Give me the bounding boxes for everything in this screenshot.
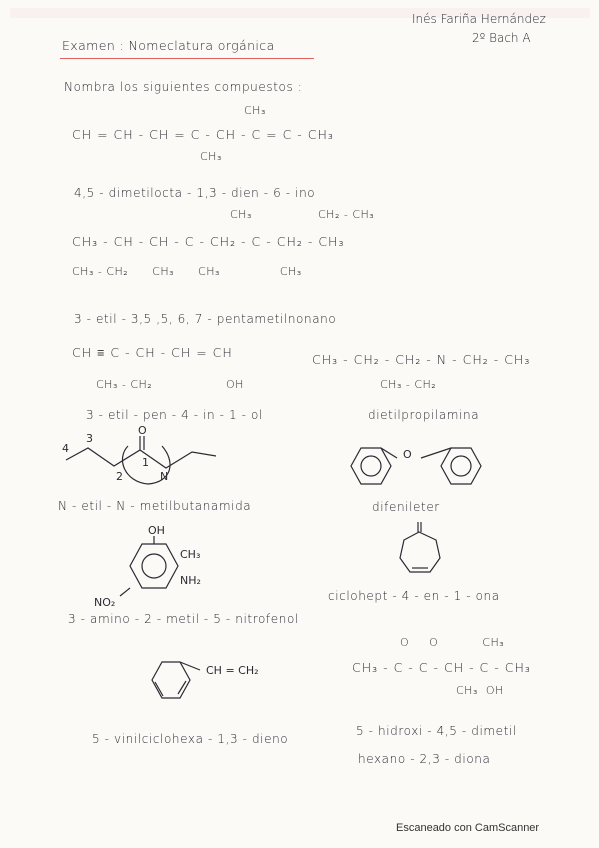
c5-label-3: 3	[86, 432, 93, 445]
c10-bottom: CH₃ OH	[456, 684, 504, 697]
c6-label-o: O	[403, 448, 412, 461]
c9-answer: 5 - vinilciclohexa - 1,3 - dieno	[92, 732, 289, 746]
c1-bottom-substituent: CH₃	[200, 150, 222, 163]
c2-top-a: CH₃	[230, 208, 252, 221]
c2-answer: 3 - etil - 3,5 ,5, 6, 7 - pentametilnonano	[74, 312, 337, 326]
c9-double-bond-2	[178, 681, 186, 694]
c6-ring-2-aromatic	[451, 456, 471, 476]
c9-ring	[152, 662, 190, 698]
c3-bottom-b: OH	[226, 378, 244, 391]
c8-answer: ciclohept - 4 - en - 1 - ona	[328, 589, 500, 603]
c5-amide-structure	[58, 424, 228, 498]
course-label: 2º Bach A	[472, 31, 531, 45]
c7-label-no2: NO₂	[94, 596, 116, 609]
c3-bottom-a: CH₃ - CH₂	[96, 378, 153, 391]
title-underline	[60, 58, 314, 59]
c9-label-vinyl: CH = CH₂	[206, 664, 259, 677]
c7-ring	[130, 544, 178, 588]
c9-vinylcyclohexadiene-structure	[140, 654, 290, 714]
c7-ring-aromatic	[142, 554, 166, 578]
c10-top: O O CH₃	[400, 636, 505, 649]
c9-vinyl-bond	[180, 662, 200, 670]
c5-label-n: N	[160, 470, 169, 483]
student-name: Inés Fariña Hernández	[412, 12, 546, 26]
c4-formula: CH₃ - CH₂ - CH₂ - N - CH₂ - CH₃	[312, 352, 531, 367]
c3-formula: CH ≡ C - CH - CH = CH	[72, 345, 233, 360]
c5-chain	[66, 448, 216, 468]
c5-label-2: 2	[116, 470, 123, 483]
c5-label-4: 4	[62, 442, 69, 455]
c6-ring-1-aromatic	[361, 456, 381, 476]
c4-answer: dietilpropilamina	[368, 408, 480, 422]
c2-top-b: CH₂ - CH₃	[318, 208, 375, 221]
c10-formula: CH₃ - C - C - CH - C - CH₃	[352, 660, 531, 675]
c2-formula: CH₃ - CH - CH - C - CH₂ - C - CH₂ - CH₃	[72, 234, 345, 249]
c5-label-o: O	[138, 424, 147, 437]
c7-no2-bond	[120, 588, 130, 596]
c1-formula: CH = CH - CH = C - CH - C = C - CH₃	[72, 127, 334, 142]
c6-answer: difenileter	[372, 500, 440, 514]
c3-answer: 3 - etil - pen - 4 - in - 1 - ol	[86, 408, 263, 422]
c10-answer-line2: hexano - 2,3 - diona	[358, 752, 491, 766]
c7-label-oh: OH	[148, 524, 165, 537]
scanner-footer: Escaneado con CamScanner	[396, 822, 540, 834]
c5-label-1: 1	[142, 456, 149, 469]
c4-bottom: CH₃ - CH₂	[380, 378, 437, 391]
c5-answer: N - etil - N - metilbutanamida	[58, 499, 252, 513]
c7-label-ch3: CH₃	[180, 548, 201, 561]
c6-diphenylether-structure	[335, 436, 495, 496]
c8-cycloheptenone-structure	[388, 518, 448, 580]
c9-double-bond-1	[155, 682, 163, 696]
c6-ring-2	[441, 448, 481, 484]
c7-answer: 3 - amino - 2 - metil - 5 - nitrofenol	[68, 612, 299, 626]
c1-answer: 4,5 - dimetilocta - 1,3 - dien - 6 - ino	[74, 186, 316, 200]
exam-title: Examen : Nomeclatura orgánica	[62, 38, 275, 53]
c7-phenol-structure	[90, 522, 230, 614]
c8-ring	[400, 532, 440, 572]
c6-ether-bonds	[381, 448, 451, 458]
c2-bottom: CH₃ - CH₂ CH₃ CH₃ CH₃	[72, 265, 302, 278]
instructions: Nombra los siguientes compuestos :	[64, 80, 303, 94]
c7-label-nh2: NH₂	[180, 574, 201, 587]
c10-answer-line1: 5 - hidroxi - 4,5 - dimetil	[356, 724, 517, 738]
c1-top-substituent: CH₃	[244, 104, 266, 117]
c6-ring-1	[351, 448, 391, 484]
